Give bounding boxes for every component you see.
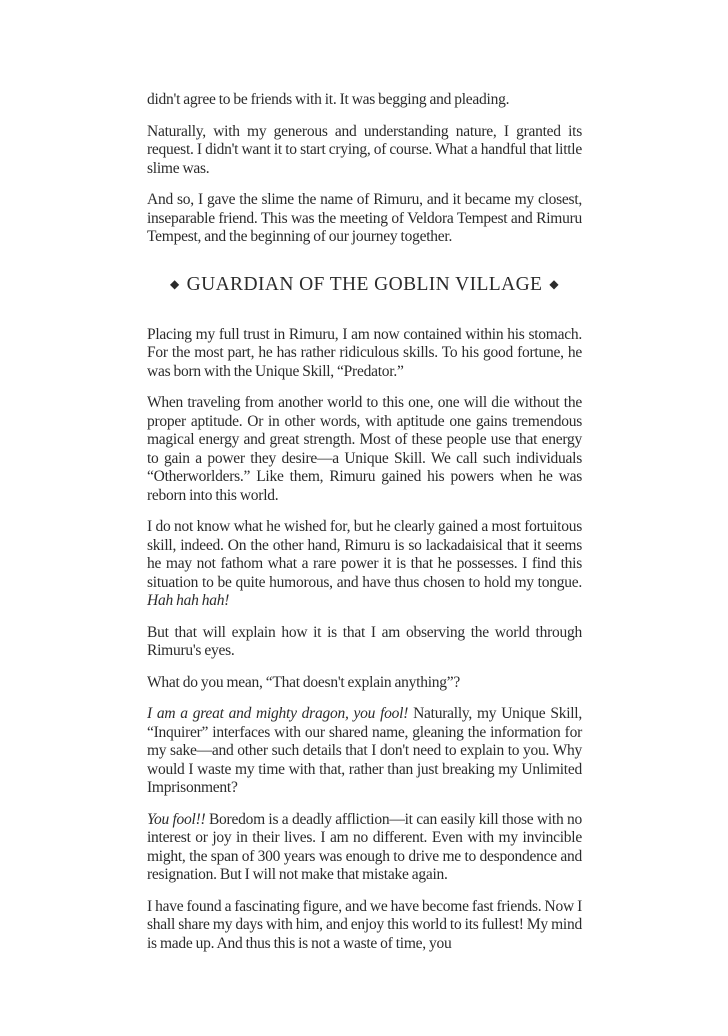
body-text: I have found a fascinating figure, and we have become fast friends. Now I shall share my days with him, and enjoy this world to its fullest! My mind is made up. And thus this is not a waste of time, you xyxy=(147,897,582,952)
diamond-icon: ◆ xyxy=(169,276,180,291)
paragraph xyxy=(147,705,582,798)
italic-text: I am a great and mighty dragon, you fool! xyxy=(147,705,409,722)
paragraph xyxy=(147,394,582,505)
paragraph xyxy=(147,518,582,611)
body-text: Placing my full trust in Rimuru, I am now contained within his stomach. For the most part, he has rather ridiculous skills. To his good fortune, he was born with the Unique Skill, “Predator.” xyxy=(147,325,582,380)
paragraph xyxy=(147,811,582,885)
body-text: Naturally, with my generous and understanding nature, I granted its request. I didn't want it to start crying, of course. What a handful that little slime was. xyxy=(147,122,582,177)
body-text: What do you mean, “That doesn't explain anything”? xyxy=(147,673,461,691)
body-text: Boredom is a deadly affliction—it can easily kill those with no interest or joy in their lives. I am no different. Even with my invincible might, the span of 300 years was enough to drive me to despondence and resignation. But I will not make that mistake again. xyxy=(147,810,582,883)
section-heading-title: GUARDIAN OF THE GOBLIN VILLAGE xyxy=(186,273,543,295)
body-text: I do not know what he wished for, but he clearly gained a most fortuitous skill, indeed. On the other hand, Rimuru is so lackadaisical that it seems he may not fathom what a rare power it is that he possesses. I find this situation to be quite humorous, and have thus chosen to hold my tongue. xyxy=(147,518,582,591)
paragraph xyxy=(147,326,582,382)
paragraph xyxy=(147,898,582,954)
body-text: And so, I gave the slime the name of Rimuru, and it became my closest, inseparable friend. This was the meeting of Veldora Tempest and Rimuru Tempest, and the beginning of our journey together. xyxy=(147,191,582,245)
section-heading xyxy=(147,272,582,297)
paragraph xyxy=(147,123,582,179)
body-text: But that will explain how it is that I am observing the world through Rimuru's eyes. xyxy=(147,623,582,659)
italic-text: Hah hah hah! xyxy=(147,592,230,609)
body-text: didn't agree to be friends with it. It was begging and pleading. xyxy=(147,91,510,108)
paragraph xyxy=(147,624,582,661)
body-text: Naturally, my Unique Skill, “Inquirer” interfaces with our shared name, gleaning the information for my sake—and other such details that I don't need to explain to you. Why would I waste my time with that, rather than just breaking my Unlimited Imprisonment? xyxy=(147,705,582,796)
paragraph xyxy=(147,191,582,247)
italic-text: You fool!! xyxy=(147,810,206,828)
body-text: When traveling from another world to this one, one will die without the proper aptitude. Or in other words, with aptitude one gains tremendous magical energy and great strength. Most of these people use that energy to gain a power they desire—a Unique Skill. We call such individuals “Otherworlders.” Like them, Rimuru gained his powers when he was reborn into this world. xyxy=(147,394,582,504)
text-column xyxy=(147,91,582,966)
paragraph xyxy=(147,674,582,693)
paragraph xyxy=(147,91,582,110)
diamond-icon: ◆ xyxy=(549,276,560,291)
